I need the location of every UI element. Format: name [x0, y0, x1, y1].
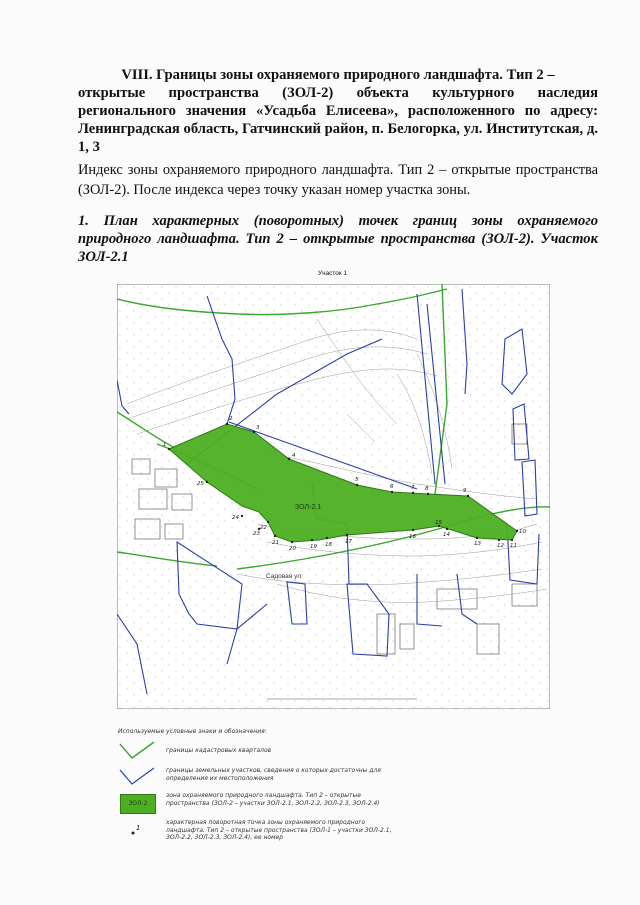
boundary-point-number: 5 [355, 477, 359, 483]
boundary-point-number: 24 [232, 515, 239, 521]
section-heading-line1: VIII. Границы зоны охраняемого природного ландшафта. Тип 2 – [121, 67, 555, 83]
boundary-point-number: 10 [519, 529, 526, 535]
boundary-point-number: 17 [345, 539, 352, 545]
boundary-point-number: 7 [411, 485, 415, 491]
boundary-point-dot [467, 495, 469, 497]
plan-subheading: 1. План характерных (поворотных) точек границ зоны охраняемого природного ландшафта. Тип 2 – открытые пространства (ЗОЛ-2). Участок ЗОЛ-2.1 [78, 213, 598, 265]
boundary-point-number: 25 [197, 481, 204, 487]
boundary-point-dot [412, 529, 414, 531]
boundary-point-number: 16 [409, 534, 416, 540]
legend-text-point: характерная поворотная точка зоны охраняемого природного ландшафта. Тип 2 – открытые пространства (ЗОЛ-1 – участки ЗОЛ-2.1, ЗОЛ-2.2, ЗОЛ-2.3, ЗОЛ-2.4), ее номер [166, 819, 392, 841]
boundary-point-number: 1 [163, 442, 167, 448]
zone-swatch: ЗОЛ-2 [120, 794, 156, 814]
boundary-point-dot [267, 521, 269, 523]
legend-title: Используемые условные знаки и обозначения: [118, 728, 267, 735]
boundary-point-dot [226, 423, 228, 425]
boundary-point-dot [291, 541, 293, 543]
cadastral-line-icon [118, 740, 158, 766]
boundary-point-number: 9 [463, 488, 467, 494]
section-heading [78, 66, 598, 156]
boundary-point-number: 8 [425, 486, 429, 492]
legend-text-cadastral: границы кадастровых кварталов [166, 747, 272, 754]
boundary-point-dot [412, 492, 414, 494]
boundary-point-dot [356, 484, 358, 486]
boundary-point-number: 23 [253, 531, 260, 537]
boundary-point-dot [346, 534, 348, 536]
legend-point-number: 1 [136, 824, 141, 832]
boundary-point-dot [516, 530, 518, 532]
boundary-point-number: 11 [510, 543, 517, 549]
boundary-point-dot [274, 535, 276, 537]
street-label: Садовая ул. [266, 573, 303, 580]
legend-text-parcels: границы земельных участков, сведения о которых достаточны для определения их местоположения [166, 767, 381, 782]
legend-text-zone: зона охраняемого природного ландшафта. Тип 2 – открытые пространства (ЗОЛ-2 – участки ЗОЛ-2.1, ЗОЛ-2.2, ЗОЛ-2.3, ЗОЛ-2.4) [166, 792, 380, 807]
boundary-point-dot [446, 528, 448, 530]
boundary-point-number: 3 [256, 425, 260, 431]
boundary-point-dot [476, 537, 478, 539]
boundary-point-dot [326, 537, 328, 539]
boundary-point-dot [511, 539, 513, 541]
zone-map [117, 284, 550, 709]
boundary-point-number: 18 [325, 542, 332, 548]
boundary-point-number: 22 [260, 525, 267, 531]
boundary-point-number: 14 [443, 532, 450, 538]
boundary-point-dot [311, 539, 313, 541]
boundary-point-dot [391, 491, 393, 493]
boundary-point-number: 15 [435, 520, 442, 526]
boundary-point-dot [427, 493, 429, 495]
boundary-point-number: 20 [289, 546, 296, 552]
boundary-point-number: 2 [229, 416, 233, 422]
boundary-point-dot [258, 528, 260, 530]
section-heading-line2: открытые пространства (ЗОЛ-2) объекта культурного наследия регионального значения «Усадьба Елисеева», расположенного по адресу: Ленинградская область, Гатчинский район, п. Белогорка, ул. Институтская, д. 1, 3 [78, 85, 598, 155]
boundary-point-number: 4 [292, 453, 296, 459]
boundary-point-number: 19 [310, 544, 317, 550]
boundary-point-dot [288, 458, 290, 460]
intro-paragraph: Индекс зоны охраняемого природного ландшафта. Тип 2 – открытые пространства (ЗОЛ-2). После индекса через точку указан номер участка зоны. [78, 162, 598, 198]
boundary-point-dot [498, 539, 500, 541]
boundary-point-dot [206, 481, 208, 483]
boundary-point-dot [241, 515, 243, 517]
boundary-point-number: 12 [497, 543, 504, 549]
boundary-point-number: 21 [272, 540, 279, 546]
boundary-point-number: 6 [390, 484, 394, 490]
boundary-point-dot [168, 448, 170, 450]
boundary-point-dot [253, 431, 255, 433]
map-caption: Участок 1 [318, 270, 348, 277]
zone-label: ЗОЛ-2.1 [295, 504, 322, 511]
boundary-point-icon [118, 819, 158, 845]
parcel-line-icon [118, 766, 158, 792]
boundary-point-number: 13 [474, 541, 481, 547]
